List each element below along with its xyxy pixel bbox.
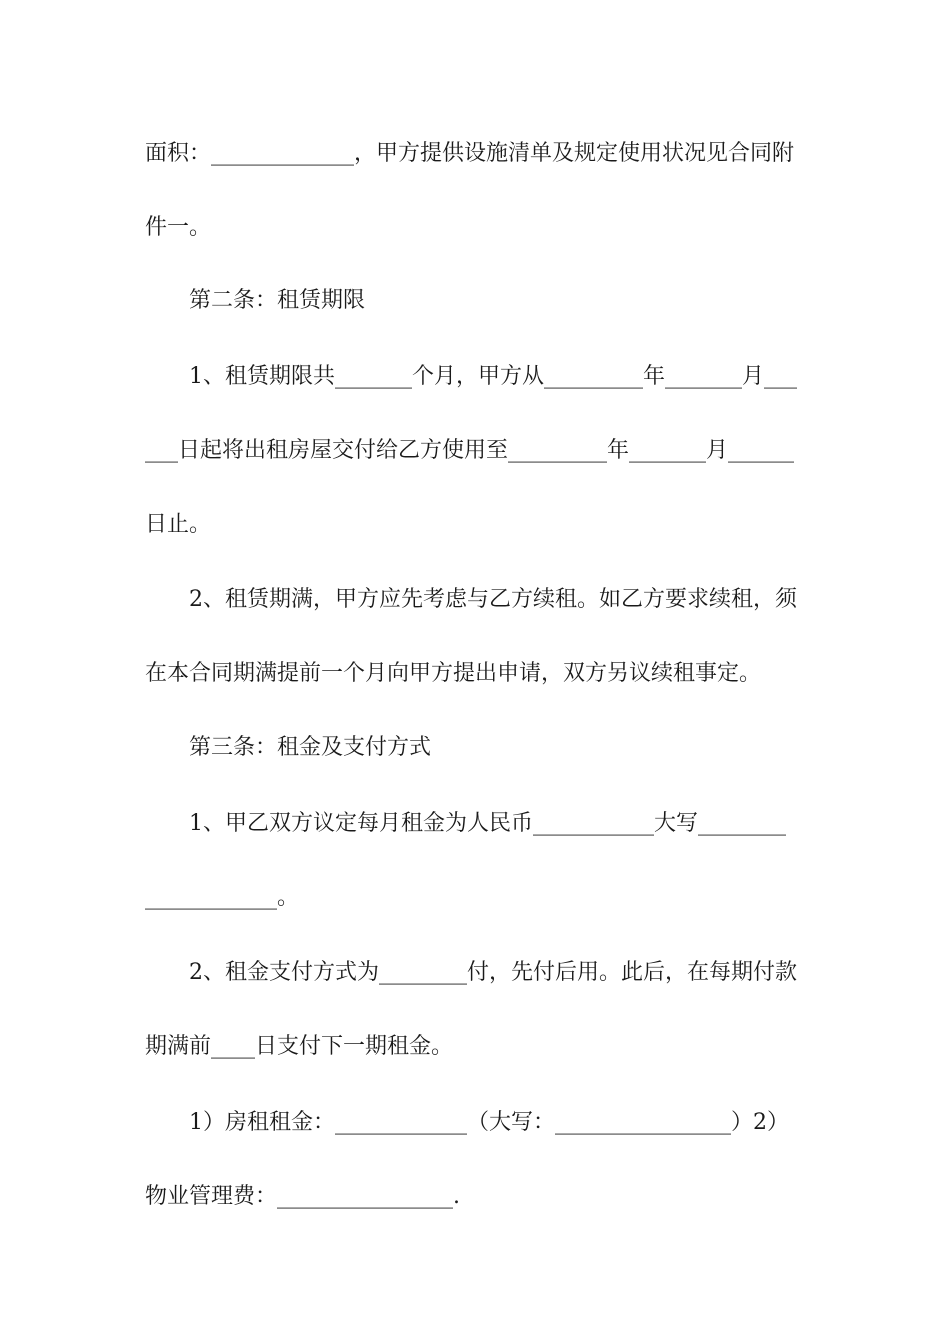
paragraph-line: 1、甲乙双方议定每月租金为人民币___________大写________ — [189, 811, 786, 836]
paragraph-line: 1、租赁期限共_______个月，甲方从_________年_______月___ — [189, 364, 797, 389]
paragraph-line: 日止。 — [145, 512, 212, 537]
paragraph-line: 1）房租租金：____________（大写：________________）2） — [189, 1110, 789, 1135]
paragraph-line: 件一。 — [145, 215, 212, 240]
paragraph-line: 物业管理费：________________. — [145, 1184, 460, 1209]
section-heading: 第三条：租金及支付方式 — [189, 735, 432, 760]
paragraph-line: 面积：_____________，甲方提供设施清单及规定使用状况见合同附 — [145, 141, 795, 166]
paragraph-line: 2、租赁期满，甲方应先考虑与乙方续租。如乙方要求续租，须 — [189, 587, 797, 612]
paragraph-line: 2、租金支付方式为________付，先付后用。此后，在每期付款 — [189, 960, 797, 985]
paragraph-line: ____________。 — [145, 885, 300, 910]
paragraph-line: 期满前____日支付下一期租金。 — [145, 1034, 454, 1059]
paragraph-line: ___日起将出租房屋交付给乙方使用至_________年_______月______ — [145, 438, 795, 463]
paragraph-line: 在本合同期满提前一个月向甲方提出申请，双方另议续租事定。 — [145, 661, 762, 686]
section-heading: 第二条：租赁期限 — [189, 288, 366, 313]
